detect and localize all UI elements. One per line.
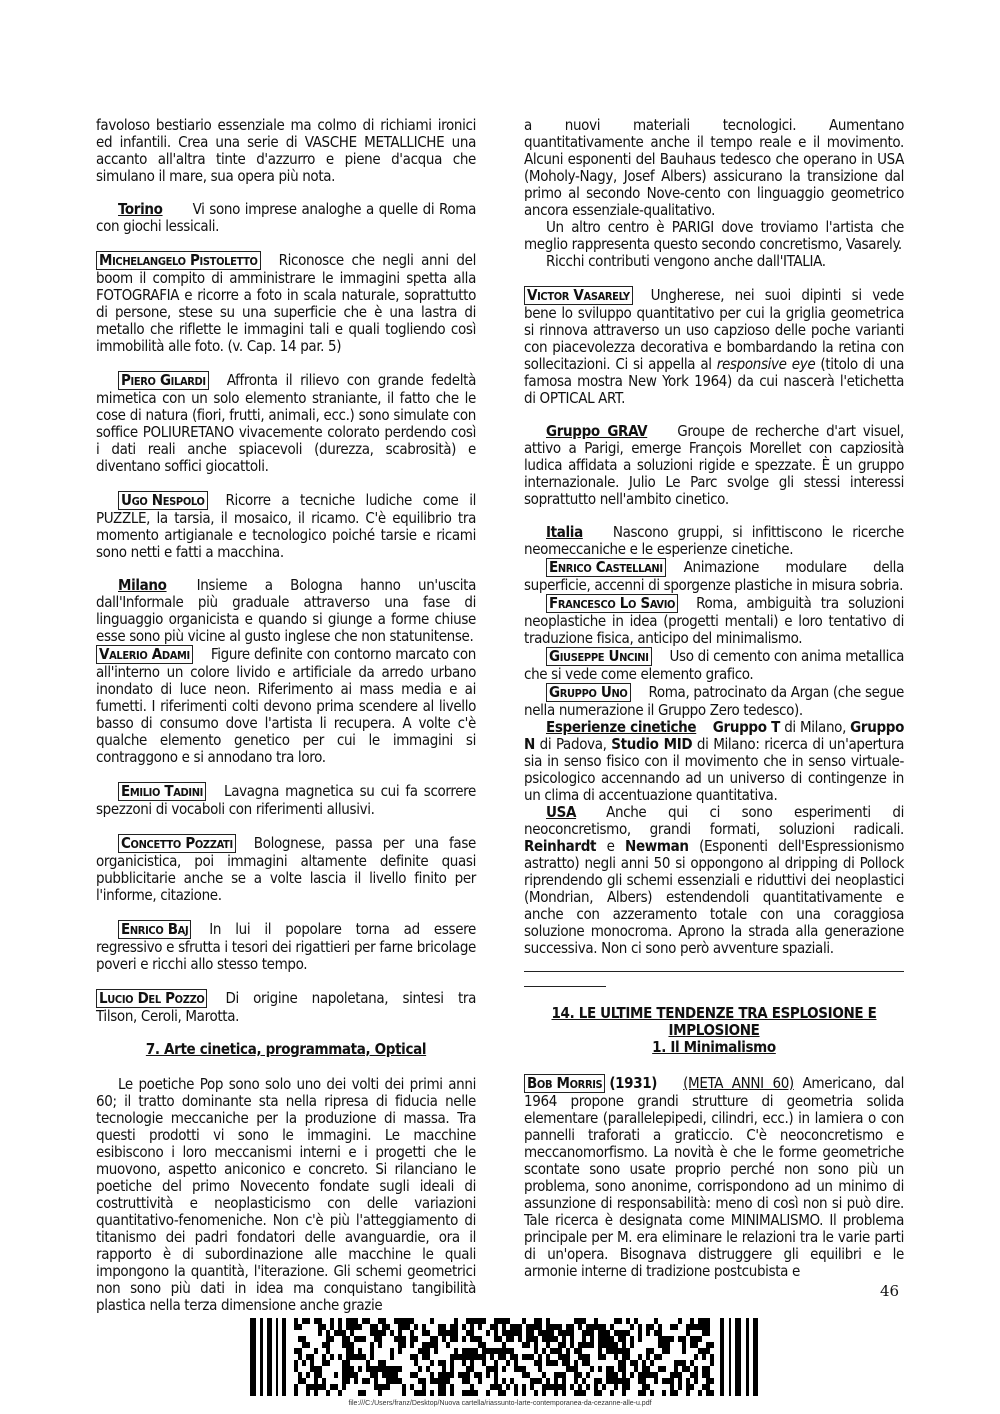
- paragraph-text: (Esponenti dell'Espressionismo astratto) negli anni 50 si oppongono al dripping di Pollock riprendendo gli schemi essenziali e riduttivi dei neoplastici (Mondrian, Albers) estendendoli quantitativamente e anche con azzeramento totale con una coraggiosa soluzione monocroma. Aprono la strada alla generazione successiva. Non ci sono però avventure spaziali.: [524, 837, 905, 957]
- artist-text: In lui il popolare torna ad essere regressivo e sfrutta i tesori dei rigattieri per farne bricolage poveri e ricchi allo stesso tempo.: [96, 920, 476, 973]
- artist-entry: [524, 594, 904, 647]
- artist-name-bold: Newman: [625, 837, 689, 855]
- paragraph-italia: [524, 524, 904, 558]
- paragraph: Ricchi contributi vengono anche dall'ITALIA.: [546, 252, 826, 270]
- page-number: 46: [880, 1282, 900, 1300]
- group-name: Gruppo T: [712, 718, 781, 736]
- artist-text: Uso di cemento con anima metallica che si vede come elemento grafico.: [524, 647, 904, 683]
- artist-name: Valerio Adami: [96, 645, 193, 664]
- artist-name: Emilio Tadini: [118, 782, 206, 801]
- artist-text: (titolo di una famosa mostra New York 1964) da cui nascerà l'etichetta di OPTICAL ART.: [524, 355, 904, 407]
- left-column: [96, 117, 476, 1330]
- artist-text: Americano, dal 1964 propone grandi strutture di geometria solida elementare (parallelepipedi, cilindri, ecc.) in lamiera o con pannelli traforati a graticcio. C'è neoconcretismo e meccanomorfismo. La novità è che le forme geometriche scontate sono usate proprio perché non sono più un problema, sono anonime, corrispondono ad un minimo di assunzione di responsabilità: meno di così non si può dire. Tale ricerca è designata come MINIMALISMO. Il problema principale per M. era eliminare le relazioni tra le varie parti di un'opera. Bisognava distruggere gli equilibri e le armonie interne di tradizione postcubista e: [524, 1074, 904, 1280]
- artist-name: Concetto Pozzati: [118, 834, 236, 853]
- artist-name: Bob Morris: [524, 1074, 605, 1093]
- paragraph-text: di Padova,: [539, 735, 607, 753]
- paragraph-grav: [524, 423, 904, 508]
- paragraph-torino: [96, 201, 476, 235]
- file-path-footer: file:///C:/Users/franz/Desktop/Nuova cartella/riassunto-larte-contemporanea-da-cezanne-alle-u.pdf: [348, 1400, 652, 1407]
- section-title-minimalismo: 1. Il Minimalismo: [652, 1038, 776, 1056]
- section-heading-milano: Milano: [118, 576, 167, 594]
- artist-text: Riconosce che negli anni del boom il compito di amministrare le immagini spetta alla FOTOGRAFIA e ricorre a foto in scala naturale, soprattutto di persone, stese su una superficie che è una lastra di metallo che riflette le immagini tali e quali togliendo così immobilità alle foto. (v. Cap. 14 par. 5): [96, 251, 476, 355]
- paragraph: a nuovi materiali tecnologici. Aumentano quantitativamente anche il tempo reale e il movimento. Alcuni esponenti del Bauhaus tedesco che operano in USA (Moholy-Nagy, Josef Albers) assicurano la transizione dal primo al secondo Nove-cento con linguaggio geometrico ancora essenziale-qualitativo.: [524, 116, 904, 219]
- artist-entry: [96, 251, 476, 355]
- artist-name: Francesco Lo Savio: [546, 594, 678, 613]
- barcode-image: [250, 1318, 760, 1396]
- artist-years: (1931): [609, 1074, 658, 1092]
- artist-name: Piero Gilardi: [118, 371, 209, 390]
- artist-entry: [96, 920, 476, 973]
- artist-entry: [96, 491, 476, 561]
- separator-line: [524, 971, 904, 987]
- artist-text: Animazione modulare della superficie, accenni di sporgenze plastiche in misura sobria.: [524, 558, 904, 594]
- right-column: [524, 117, 904, 1296]
- paragraph-text: Vi sono imprese analoghe a quelle di Roma con giochi lessicali.: [96, 200, 476, 235]
- paragraph-text: di Milano: ricerca di un'apertura sia in senso fisico con il movimento che in senso virtuale-psicologico accennando ad un universo di contingenze in un clima di accentuazione quantitativa.: [524, 735, 904, 804]
- artist-entry: [96, 782, 476, 818]
- artist-name-bold: Reinhardt: [524, 837, 597, 855]
- paragraph: Un altro centro è PARIGI dove troviamo l'artista che meglio rappresenta questo secondo concretismo, Vasarely.: [524, 218, 904, 253]
- paragraph: Le poetiche Pop sono solo uno dei volti dei primi anni 60; il tratto dominante sta nella ripresa di fiducia nelle tecnologie meccaniche per la produzione di massa. Tra questi prodotti vi sono le immagini. Le macchine esibiscono i loro meccanismi interni e i progetti che le muovono, aspetto aniconico e concreto. Si rilanciano le poetiche del primo Novecento fondate sugli ideali di costruttività e neoplasticismo con delle variazioni quantitativo-fenomeniche. Non c'è più l'atteggiamento di titanismo dei padri fondatori delle avanguardie, ora il rapporto è di subordinazione alle macchine le quali impongono la quantità, l'iterazione. Gli schemi geometrici non sono più dati in idea ma conquistano tangibilità plastica nella terza dimensione anche grazie: [96, 1075, 476, 1314]
- artist-entry: [96, 645, 476, 766]
- artist-name: Enrico Baj: [118, 920, 191, 939]
- artist-entry: [96, 989, 476, 1025]
- artist-text: Ricorre a tecniche ludiche come il PUZZLE, la tarsia, il mosaico, il ricamo. C'è equilibrio tra momento artigianale e tecnologico poiché tarsie e ricami sono netti e fatti a macchina.: [96, 491, 476, 561]
- paragraph: favoloso bestiario essenziale ma colmo di richiami ironici ed infantili. Crea una serie di VASCHE METALLICHE una accanto all'altra tinte d'azzurro e piene d'acqua che simulano il mare, sua opera più nota.: [96, 116, 476, 185]
- paragraph-text: Anche qui ci sono esperimenti di neoconcretismo, grandi formati, soluzioni radicali.: [524, 803, 904, 838]
- artist-text: Affronta il rilievo con grande fedeltà mimetica con un solo elemento straniante, il fatto che le cose di natura (fiori, frutti, animali, ecc.) sono simulate con soffice POLIURETANO vivacemente colorato perdendo così i dati reali anche spiacevoli (durezza, scabrosità) e diventano soffici giocattoli.: [96, 371, 476, 475]
- artist-text: Bolognese, passa per una fase organicistica, poi immagini altamente definite quasi pubblicitarie anche se a volte lascia il livello finito per l'informe, citazione.: [96, 834, 476, 904]
- artist-entry: [524, 286, 904, 407]
- section-heading-usa: USA: [546, 803, 577, 821]
- artist-period: (META ANNI 60): [683, 1074, 794, 1092]
- artist-entry: [96, 371, 476, 475]
- artist-text: Roma, patrocinato da Argan (che segue nella numerazione il Gruppo Zero tedesco).: [524, 683, 904, 719]
- section-heading-grav: Gruppo GRAV: [546, 422, 648, 440]
- artist-text: Ungherese, nei suoi dipinti si vede bene lo sviluppo quantitativo per cui la griglia geometrica si rinnova attraverso un uso capzioso delle poche varianti con piacevolezza decorativa e bombardando la retina con sollecitazioni. Ci si appella al: [524, 286, 904, 373]
- artist-name: Lucio Del Pozzo: [96, 989, 207, 1008]
- section-heading-torino: Torino: [118, 200, 163, 218]
- group-name: Gruppo N: [524, 718, 904, 753]
- artist-name: Gruppo Uno: [546, 683, 631, 702]
- paragraph-text: di Milano,: [784, 718, 847, 736]
- artist-entry: [524, 1074, 904, 1280]
- artist-name: Enrico Castellani: [546, 558, 666, 577]
- paragraph-cinetiche: [524, 719, 904, 804]
- artist-name: Giuseppe Uncini: [546, 647, 652, 666]
- artist-text: Di origine napoletana, sintesi tra Tilson, Ceroli, Marotta.: [96, 989, 476, 1025]
- paragraph-text: e: [606, 837, 615, 855]
- artist-text: Figure definite con contorno marcato con all'interno un colore livido e artificiale da arredo urbano inondato di luce neon. Riferimento ai mass media e ai fumetti. I riferimenti colti devono prima scendere al livello basso di consumo dove l'artista li recupera. A volte c'è qualche elemento genetico per cui le immagini si contraggono e si annodano tra loro.: [96, 645, 476, 766]
- artist-entry: [96, 834, 476, 904]
- group-name: Studio MID: [611, 735, 693, 753]
- chapter-title-14: 14. LE ULTIME TENDENZE TRA ESPLOSIONE E IMPLOSIONE: [551, 1004, 877, 1039]
- artist-name: Ugo Nespolo: [118, 491, 208, 510]
- section-heading-italia: Italia: [546, 523, 583, 541]
- artist-entry: [524, 647, 904, 683]
- italic-title: responsive eye: [716, 355, 816, 373]
- section-title-7: 7. Arte cinetica, programmata, Optical: [145, 1040, 427, 1058]
- artist-entry: [524, 683, 904, 719]
- paragraph-text: Nascono gruppi, si infittiscono le ricerche neomeccaniche e le esperienze cinetiche.: [524, 523, 904, 558]
- artist-text: Lavagna magnetica su cui fa scorrere spezzoni di vocaboli con riferimenti allusivi.: [96, 782, 476, 818]
- artist-name: Michelangelo Pistoletto: [96, 251, 261, 270]
- artist-name: Victor Vasarely: [524, 286, 633, 305]
- paragraph-text: Insieme a Bologna hanno un'uscita dall'Informale più graduale attraverso una fase di linguaggio organicista e quando si giunge a forme chiuse esse sono più vicine al gusto inglese che non statunitense.: [96, 576, 476, 645]
- paragraph-milano: [96, 577, 476, 645]
- paragraph-text: Groupe de recherche d'art visuel, attivo a Parigi, emerge François Morellet con capziosità ludica affidata a soluzioni rigide e spezzate. È un gruppo internazionale. Julio Le Parc svolge gli stessi interessi soprattutto nell'ambito cinetico.: [524, 422, 904, 508]
- section-heading-cinetiche: Esperienze cinetiche: [546, 718, 697, 736]
- artist-entry: [524, 558, 904, 594]
- paragraph-usa: [524, 804, 904, 957]
- artist-text: Roma, ambiguità tra soluzioni neoplastiche in idea (progetti mentali) e loro tentativo di traduzione fisica, anticipo del minimalismo.: [524, 594, 904, 647]
